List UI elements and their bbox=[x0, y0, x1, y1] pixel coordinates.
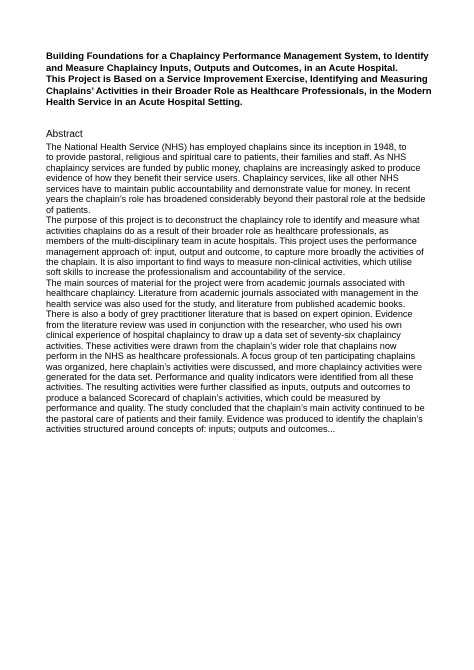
abstract-heading: Abstract bbox=[46, 129, 83, 140]
abstract-paragraph-1: The National Health Service (NHS) has employed chaplains since its inception in 1948, to to provide pastoral, religious and spiritual care to patients, their families and staff. As NHS chaplaincy services are funded by public money, chaplains are increasingly asked to produce evidence of how they benefit their service users. Chaplaincy services, like all other NHS services have to maintain public accountability and demonstrate value for money. In recent years the chaplain’s role has broadened considerably beyond their pastoral role at the bedside of patients. bbox=[46, 142, 426, 215]
document-title: Building Foundations for a Chaplaincy Performance Management System, to Identify and Measure Chaplaincy Inputs, Outputs and Outcomes, in an Acute Hospital. This Project is Based on a Service Improvement Exercise, Identifying and Measuring Chaplains’ Activities in their Broader Role as Healthcare Professionals, in the Modern Health Service in an Acute Hospital Setting. bbox=[46, 51, 432, 108]
abstract-paragraph-3: The main sources of material for the project were from academic journals associated with healthcare chaplaincy. Literature from academic journals associated with management in the health service was also used for the study, and literature from published academic books. There is also a body of grey practitioner literature that is based on expert opinion. Evidence from the literature review was used in conjunction with the researcher, who used his own clinical experience of hospital chaplaincy to draw up a data set of seventy-six chaplaincy activities. These activities were drawn from the chaplain’s wider role that chaplains now perform in the NHS as healthcare professionals. A focus group of ten participating chaplains was organized, here chaplain’s activities were discussed, and more chaplaincy activities were generated for the data set. Performance and quality indicators were identified from all these activities. The resulting activities were further classified as inputs, outputs and outcomes to produce a balanced Scorecard of chaplain’s activities, which could be measured by performance and quality. The study concluded that the chaplain’s main activity continued to be the pastoral care of patients and their family. Evidence was produced to identify the chaplain’s activities structured around concepts of: inputs; outputs and outcomes... bbox=[46, 277, 425, 435]
abstract-paragraph-2: The purpose of this project is to deconstruct the chaplaincy role to identify and measure what activities chaplains do as a result of their broader role as healthcare professionals, as members of the multi-disciplinary team in acute hospitals. This project uses the performance management approach of: input, output and outcome, to capture more broadly the activities of the chaplain. It is also important to find ways to measure non-clinical activities, which utilise soft skills to increase the professionalism and accountability of the service. bbox=[46, 215, 424, 278]
abstract-body bbox=[46, 142, 440, 435]
